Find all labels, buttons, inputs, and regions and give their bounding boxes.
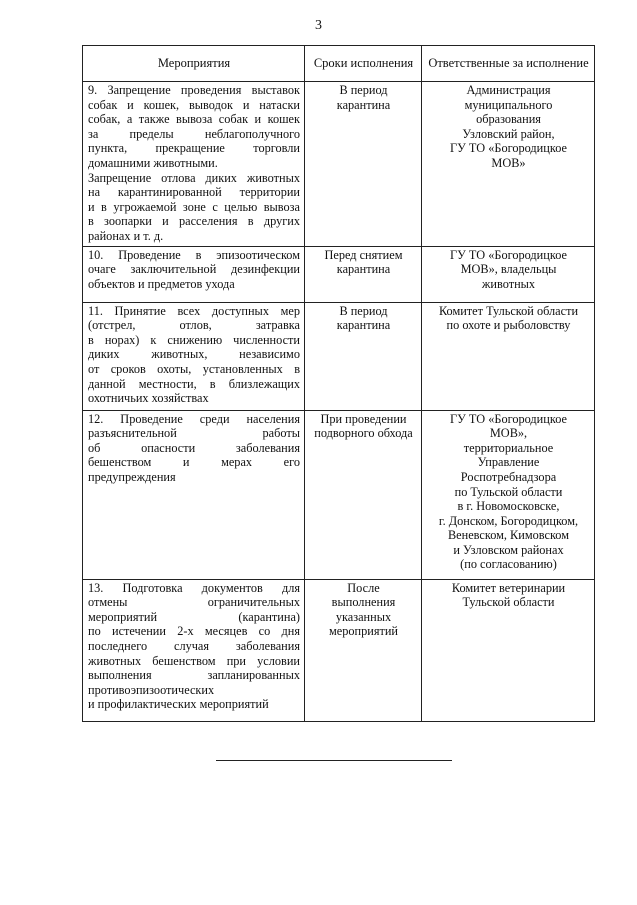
responsible-text-line: животных: [481, 276, 536, 291]
responsible-text-line: Комитет ветеринарии: [451, 580, 566, 595]
action-text-line: в норах) к снижению численности: [88, 332, 300, 347]
action-text-line: выполнения запланированных: [88, 668, 300, 683]
responsible-text-line: ГУ ТО «Богородицкое: [450, 411, 567, 426]
action-text-line: 12. Проведение среди населения: [88, 411, 300, 426]
term-text-line: подворного обхода: [314, 426, 413, 441]
responsible-text-line: в г. Новомосковске,: [457, 499, 560, 514]
responsible-text-line: г. Донском, Богородицком,: [438, 513, 579, 528]
responsible-text-line: Управление: [477, 455, 540, 470]
table-row: [83, 302, 595, 410]
action-text-line: 11. Принятие всех доступных мер: [88, 303, 300, 318]
action-text-line: от сроков охоты, установленных в: [88, 361, 300, 376]
action-cell: [83, 410, 305, 579]
action-text-line: домашними животными.: [88, 155, 218, 170]
term-cell: [305, 302, 422, 410]
action-text-line: 13. Подготовка документов для: [88, 580, 300, 595]
header-responsible: Ответственные за исполнение: [422, 46, 595, 82]
responsible-cell: [422, 302, 595, 410]
term-text-line: указанных: [335, 609, 392, 624]
responsible-text-line: МОВ», владельцы: [460, 262, 557, 277]
action-text-line: 9. Запрещение проведения выставок: [88, 83, 300, 97]
term-text-line: В период: [339, 83, 388, 97]
responsible-text-line: муниципального: [464, 97, 553, 112]
term-text-line: После: [347, 580, 380, 595]
action-text-line: в зоопарки и расселения в других: [88, 214, 300, 229]
term-text-line: карантина: [336, 318, 391, 333]
responsible-text-line: по охоте и рыболовству: [446, 318, 571, 333]
action-text-line: за пределы неблагополучного: [88, 126, 300, 141]
header-actions: Мероприятия: [83, 46, 305, 82]
action-cell: [83, 302, 305, 410]
responsible-text-line: по Тульской области: [454, 484, 563, 499]
action-text-line: 10. Проведение в эпизоотическом: [88, 247, 300, 262]
responsible-text-line: территориальное: [463, 440, 554, 455]
responsible-text-line: Узловский район,: [462, 126, 555, 141]
term-text-line: карантина: [336, 97, 391, 112]
action-text-line: по истечении 2-х месяцев со дня: [88, 624, 300, 639]
term-text-line: мероприятий: [328, 624, 399, 639]
responsible-text-line: и Узловском районах: [453, 542, 564, 557]
table-row: [83, 246, 595, 302]
action-text-line: районах и т. д.: [88, 228, 164, 243]
action-text-line: предупреждения: [88, 469, 176, 484]
action-text-line: разъяснительной работы: [88, 426, 300, 441]
term-text-line: выполнения: [331, 595, 396, 610]
action-cell: [83, 82, 305, 247]
table-row: [83, 579, 595, 721]
action-text-line: животных бешенством при условии: [88, 653, 300, 668]
action-text-line: собак и кошек, выводок и натаски: [88, 97, 300, 112]
table-header-row: [83, 46, 595, 82]
header-terms: Сроки исполнения: [305, 46, 422, 82]
responsible-text-line: МОВ»: [491, 155, 526, 170]
action-text-line: последнего случая заболевания: [88, 638, 300, 653]
action-text-line: и в угрожаемой зоне с целью вывоза: [88, 199, 300, 214]
action-text-line: и профилактических мероприятий: [88, 697, 269, 712]
responsible-cell: [422, 579, 595, 721]
measures-table: [82, 45, 595, 722]
action-text-line: объектов и предметов ухода: [88, 276, 235, 291]
action-text-line: противоэпизоотических: [88, 682, 215, 697]
action-text-line: бешенством и мерах его: [88, 455, 300, 470]
responsible-text-line: образования: [476, 112, 541, 127]
responsible-text-line: Тульской области: [462, 595, 555, 610]
action-text-line: на карантинированной территории: [88, 185, 300, 200]
term-cell: [305, 246, 422, 302]
action-text-line: (отстрел, отлов, затравка: [88, 318, 300, 333]
action-text-line: диких животных, независимо: [88, 347, 300, 362]
action-text-line: данной местности, в близлежащих: [88, 376, 300, 391]
responsible-cell: [422, 82, 595, 247]
action-text-line: собак, а также вывоза собак и кошек: [88, 112, 300, 127]
table-row: [83, 410, 595, 579]
term-text-line: При проведении: [320, 411, 407, 426]
term-text-line: Перед снятием: [324, 247, 403, 262]
responsible-text-line: Комитет Тульской области: [438, 303, 579, 318]
end-of-document-line: [216, 760, 452, 761]
responsible-cell: [422, 410, 595, 579]
responsible-text-line: (по согласованию): [460, 557, 557, 572]
table-row: [83, 82, 595, 247]
responsible-text-line: ГУ ТО «Богородицкое: [450, 141, 567, 156]
page-number: 3: [315, 18, 322, 33]
term-text-line: В период: [339, 303, 388, 318]
term-cell: [305, 82, 422, 247]
responsible-text-line: МОВ»,: [489, 426, 528, 441]
term-cell: [305, 410, 422, 579]
responsible-text-line: Роспотребнадзора: [460, 469, 557, 484]
term-cell: [305, 579, 422, 721]
term-text-line: карантина: [336, 262, 391, 277]
responsible-cell: [422, 246, 595, 302]
action-text-line: об опасности заболевания: [88, 440, 300, 455]
action-cell: [83, 579, 305, 721]
responsible-text-line: Веневском, Кимовском: [447, 528, 570, 543]
responsible-text-line: Администрация: [466, 83, 551, 97]
action-text-line: пункта, прекращение торговли: [88, 141, 300, 156]
action-text-line: охотничьих хозяйствах: [88, 391, 209, 406]
action-cell: [83, 246, 305, 302]
action-text-line: очаге заключительной дезинфекции: [88, 262, 300, 277]
responsible-text-line: ГУ ТО «Богородицкое: [450, 247, 567, 262]
action-text-line: Запрещение отлова диких животных: [88, 170, 300, 185]
action-text-line: отмены ограничительных: [88, 595, 300, 610]
action-text-line: мероприятий (карантина): [88, 609, 300, 624]
